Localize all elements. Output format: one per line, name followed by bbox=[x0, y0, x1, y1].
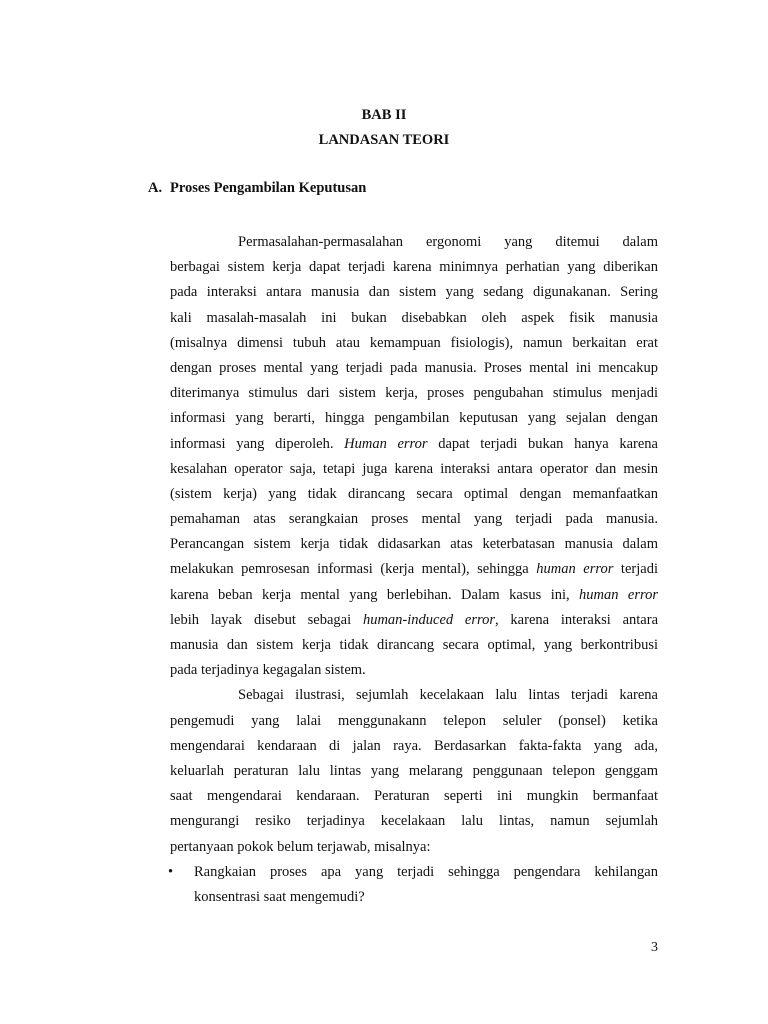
body-text bbox=[170, 230, 658, 910]
paragraph-1 bbox=[170, 230, 658, 683]
text-run: pemahaman atas serangkaian proses mental yang terjadi pada manusia. bbox=[170, 511, 658, 528]
text-run: kali masalah-masalah ini bukan disebabkan oleh aspek fisik manusia bbox=[170, 309, 658, 326]
text-line bbox=[170, 280, 658, 305]
text-run: melakukan pemrosesan informasi (kerja mental), sehingga bbox=[170, 561, 537, 578]
text-line bbox=[170, 381, 658, 406]
text-line bbox=[170, 331, 658, 356]
text-run: kesalahan operator saja, tetapi juga karena interaksi antara operator dan mesin bbox=[170, 460, 658, 477]
text-line bbox=[170, 507, 658, 532]
text-run: pada terjadinya kegagalan sistem. bbox=[170, 662, 366, 679]
text-run: Permasalahan-permasalahan ergonomi yang ditemui dalam bbox=[238, 234, 658, 250]
text-run: Perancangan sistem kerja tidak didasarkan atas keterbatasan manusia dalam bbox=[170, 536, 658, 553]
bullet-item bbox=[170, 860, 658, 885]
text-line bbox=[170, 457, 658, 482]
paragraph-2 bbox=[170, 683, 658, 859]
bullet-list bbox=[170, 860, 658, 910]
text-line bbox=[170, 583, 658, 608]
italic-term: human error bbox=[536, 561, 614, 578]
text-line bbox=[170, 306, 658, 331]
text-line bbox=[170, 532, 658, 557]
text-run: pada interaksi antara manusia dan sistem yang sedang digunakanan. Sering bbox=[170, 284, 658, 301]
chapter-label: BAB II bbox=[361, 107, 407, 123]
text-run: karena beban kerja mental yang berlebihan. Dalam kasus ini, bbox=[170, 586, 580, 603]
text-run: (sistem kerja) yang tidak dirancang secara optimal dengan memanfaatkan bbox=[170, 485, 658, 502]
text-line bbox=[170, 230, 658, 255]
text-run: berbagai sistem kerja dapat terjadi karena minimnya perhatian yang diberikan bbox=[170, 259, 658, 276]
text-line bbox=[170, 255, 658, 280]
text-run: terjadi bbox=[613, 561, 658, 578]
text-line: mengurangi resiko terjadinya kecelakaan lalu lintas, namun sejumlah bbox=[170, 813, 658, 830]
text-line bbox=[170, 608, 658, 633]
text-line bbox=[170, 356, 658, 381]
bullet-text-line: konsentrasi saat mengemudi? bbox=[194, 888, 365, 905]
text-run: dapat terjadi bukan hanya karena bbox=[427, 435, 658, 452]
text-run: lebih layak disebut sebagai bbox=[170, 611, 363, 628]
bullet-icon: • bbox=[168, 863, 174, 880]
text-line bbox=[170, 432, 658, 457]
chapter-title: LANDASAN TEORI bbox=[318, 132, 450, 148]
italic-term: human-induced error bbox=[362, 611, 496, 628]
text-line: keluarlah peraturan lalu lintas yang melarang penggunaan telepon genggam bbox=[170, 762, 658, 779]
text-line: Sebagai ilustrasi, sejumlah kecelakaan lalu lintas terjadi karena bbox=[238, 687, 658, 704]
section-title: Proses Pengambilan Keputusan bbox=[170, 180, 367, 196]
text-line bbox=[170, 658, 658, 683]
italic-term: human error bbox=[579, 586, 658, 603]
text-run: diterimanya stimulus dari sistem kerja, proses pengubahan stimulus menjadi bbox=[170, 385, 658, 402]
section-number: A. bbox=[148, 180, 163, 196]
text-line bbox=[170, 406, 658, 431]
italic-term: Human error bbox=[344, 435, 428, 452]
text-run: dengan proses mental yang terjadi pada manusia. Proses mental ini mencakup bbox=[170, 359, 658, 376]
text-line: pengemudi yang lalai menggunakann telepon seluler (ponsel) ketika bbox=[170, 712, 658, 729]
text-line: saat mengendarai kendaraan. Peraturan seperti ini mungkin bermanfaat bbox=[170, 788, 658, 805]
bullet-text-line: Rangkaian proses apa yang terjadi sehingga pengendara kehilangan bbox=[194, 863, 658, 880]
text-line bbox=[170, 633, 658, 658]
text-line: mengendarai kendaraan di jalan raya. Berdasarkan fakta-fakta yang ada, bbox=[170, 737, 658, 754]
text-run: (misalnya dimensi tubuh atau kemampuan fisiologis), namun berkaitan erat bbox=[170, 334, 658, 351]
section-heading bbox=[148, 180, 366, 197]
text-run: informasi yang berarti, hingga pengambilan keputusan yang sejalan dengan bbox=[170, 410, 658, 427]
text-line: pertanyaan pokok belum terjawab, misalnya: bbox=[170, 838, 431, 855]
page-number: 3 bbox=[651, 940, 658, 955]
text-run: informasi yang diperoleh. bbox=[170, 435, 345, 452]
text-line bbox=[170, 557, 658, 582]
text-line bbox=[170, 482, 658, 507]
text-run: , karena interaksi antara bbox=[495, 611, 658, 628]
text-run: manusia dan sistem kerja tidak dirancang secara optimal, yang berkontribusi bbox=[170, 637, 658, 653]
